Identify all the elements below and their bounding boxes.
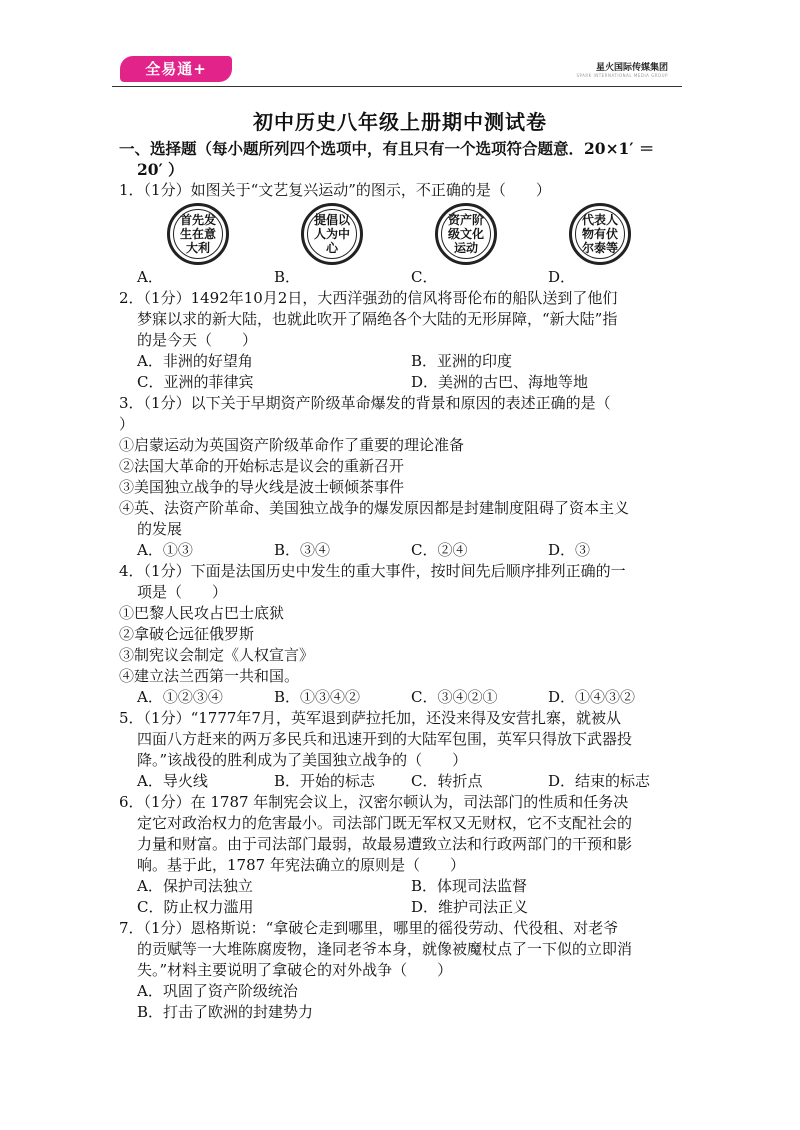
question-6-options [119, 876, 685, 897]
option-b[interactable]: B．开始的标志 [274, 772, 376, 790]
option-d[interactable]: D． [548, 268, 576, 286]
question-3-item: ④英、法资产阶革命、美国独立战争的爆发原因都是封建制度阻碍了资本主义 [119, 499, 630, 517]
seal-text: 资产阶级文化运动 [447, 213, 484, 255]
question-2-stem: 2．（1分）1492年10月2日，大西洋强劲的信风将哥伦布的船队送到了他们 [119, 289, 618, 307]
page-header [112, 56, 682, 84]
question-6-stem: 响。基于此，1787 年宪法确立的原则是（ ） [137, 856, 465, 874]
option-a[interactable]: A．巩固了资产阶级统治 [137, 982, 298, 1000]
seal-text: 代表人物有伏尔泰等 [581, 213, 618, 255]
question-4-options [119, 687, 685, 708]
option-b[interactable]: B． [274, 268, 301, 286]
question-2-options [119, 372, 685, 393]
option-c[interactable]: C．③④②① [411, 688, 498, 706]
question-5-stem: 5．（1分）“1777年7月，英军退到萨拉托加，还没来得及安营扎寨，就被从 [119, 709, 621, 727]
publisher-subtitle: SPARK INTERNATIONAL MEDIA GROUP [576, 73, 668, 78]
seal-figure-c [435, 203, 497, 265]
exam-content [119, 138, 685, 1023]
option-d[interactable]: D．维护司法正义 [411, 898, 529, 916]
question-3-item: ②法国大革命的开始标志是议会的重新召开 [119, 457, 405, 475]
question-7-stem: 失。”材料主要说明了拿破仑的对外战争（ ） [137, 961, 453, 979]
question-4-item: ④建立法兰西第一共和国。 [119, 667, 300, 685]
option-b[interactable]: B．①③④② [274, 688, 361, 706]
seal-figure-d [569, 203, 631, 265]
option-c[interactable]: C．防止权力滥用 [137, 898, 254, 916]
option-b[interactable]: B．③④ [274, 541, 331, 559]
question-4-stem: 4．（1分）下面是法国历史中发生的重大事件，按时间先后顺序排列正确的一 [119, 562, 626, 580]
publisher-name: 星火国际传媒集团 [595, 63, 668, 73]
option-b[interactable]: B．亚洲的印度 [411, 352, 513, 370]
option-c[interactable]: C． [411, 268, 438, 286]
seal-figure-a [167, 203, 229, 265]
question-6-options [119, 897, 685, 918]
quanyitong-logo: 全易通+ [120, 56, 232, 82]
seal-text: 提倡以人为中心 [313, 213, 350, 255]
exam-title: 初中历史八年级上册期中测试卷 [253, 110, 547, 134]
option-a[interactable]: A．保护司法独立 [137, 877, 253, 895]
option-a[interactable]: A．①②③④ [137, 688, 223, 706]
question-3-stem: 3．（1分）以下关于早期资产阶级革命爆发的背景和原因的表述正确的是（ [119, 394, 611, 412]
question-3-item: 的发展 [137, 520, 183, 538]
option-a[interactable]: A．①③ [137, 541, 193, 559]
question-6-stem: 定它对政治权力的危害最小。司法部门既无军权又无财权，它不支配社会的 [137, 814, 633, 832]
option-d[interactable]: D．结束的标志 [548, 772, 651, 790]
question-4-item: ③制宪议会制定《人权宣言》 [119, 646, 315, 664]
question-5-stem: 降。”该战役的胜利成为了美国独立战争的（ ） [137, 751, 468, 769]
section-heading-cont: 20′ ） [137, 160, 184, 179]
question-2-options [119, 351, 685, 372]
question-2-stem: 的是今天（ ） [137, 331, 258, 349]
question-1-options [119, 267, 685, 288]
question-4-stem: 项是（ ） [137, 583, 228, 601]
option-d[interactable]: D．①④③② [548, 688, 636, 706]
option-b[interactable]: B．体现司法监督 [411, 877, 528, 895]
question-3-options [119, 540, 685, 561]
question-1-stem: 1．（1分）如图关于“文艺复兴运动”的图示，不正确的是（ ） [119, 181, 551, 199]
question-5-stem: 四面八方赶来的两万多民兵和迅速开到的大陆军包围，英军只得放下武器投 [137, 730, 633, 748]
question-3-item: ①启蒙运动为英国资产阶级革命作了重要的理论准备 [119, 436, 465, 454]
option-b[interactable]: B．打击了欧洲的封建势力 [137, 1003, 314, 1021]
option-a[interactable]: A．导火线 [137, 772, 208, 790]
option-c[interactable]: C．转折点 [411, 772, 483, 790]
question-4-item: ①巴黎人民攻占巴士底狱 [119, 604, 285, 622]
option-d[interactable]: D．美洲的古巴、海地等地 [411, 373, 589, 391]
question-2-stem: 梦寐以求的新大陆，也就此吹开了隔绝各个大陆的无形屏障，“新大陆”指 [137, 310, 618, 328]
question-3-stem: ） [119, 415, 135, 433]
seal-text: 首先发生在意大利 [179, 213, 216, 255]
question-7-stem: 的贡赋等一大堆陈腐废物，逢同老爷本身，就像被魔杖点了一下似的立即消 [137, 940, 633, 958]
option-c[interactable]: C．亚洲的菲律宾 [137, 373, 254, 391]
question-5-options [119, 771, 685, 792]
question-1-figures [119, 203, 685, 267]
section-heading: 一、选择题（每小题所列四个选项中，有且只有一个选项符合题意．20×1′ ＝ [119, 139, 655, 158]
question-7-stem: 7．（1分）恩格斯说：“拿破仑走到哪里，哪里的徭役劳动、代役租、对老爷 [119, 919, 619, 937]
question-6-stem: 6．（1分）在 1787 年制宪会议上，汉密尔顿认为，司法部门的性质和任务决 [119, 793, 629, 811]
header-divider [112, 86, 682, 87]
option-d[interactable]: D．③ [548, 541, 591, 559]
question-4-item: ②拿破仑远征俄罗斯 [119, 625, 255, 643]
option-c[interactable]: C．②④ [411, 541, 468, 559]
option-a[interactable]: A．非洲的好望角 [137, 352, 253, 370]
question-3-item: ③美国独立战争的导火线是波士顿倾茶事件 [119, 478, 405, 496]
option-a[interactable]: A． [137, 268, 163, 286]
question-6-stem: 力量和财富。由于司法部门最弱，故最易遭致立法和行政两部门的干预和影 [137, 835, 633, 853]
seal-figure-b [301, 203, 363, 265]
